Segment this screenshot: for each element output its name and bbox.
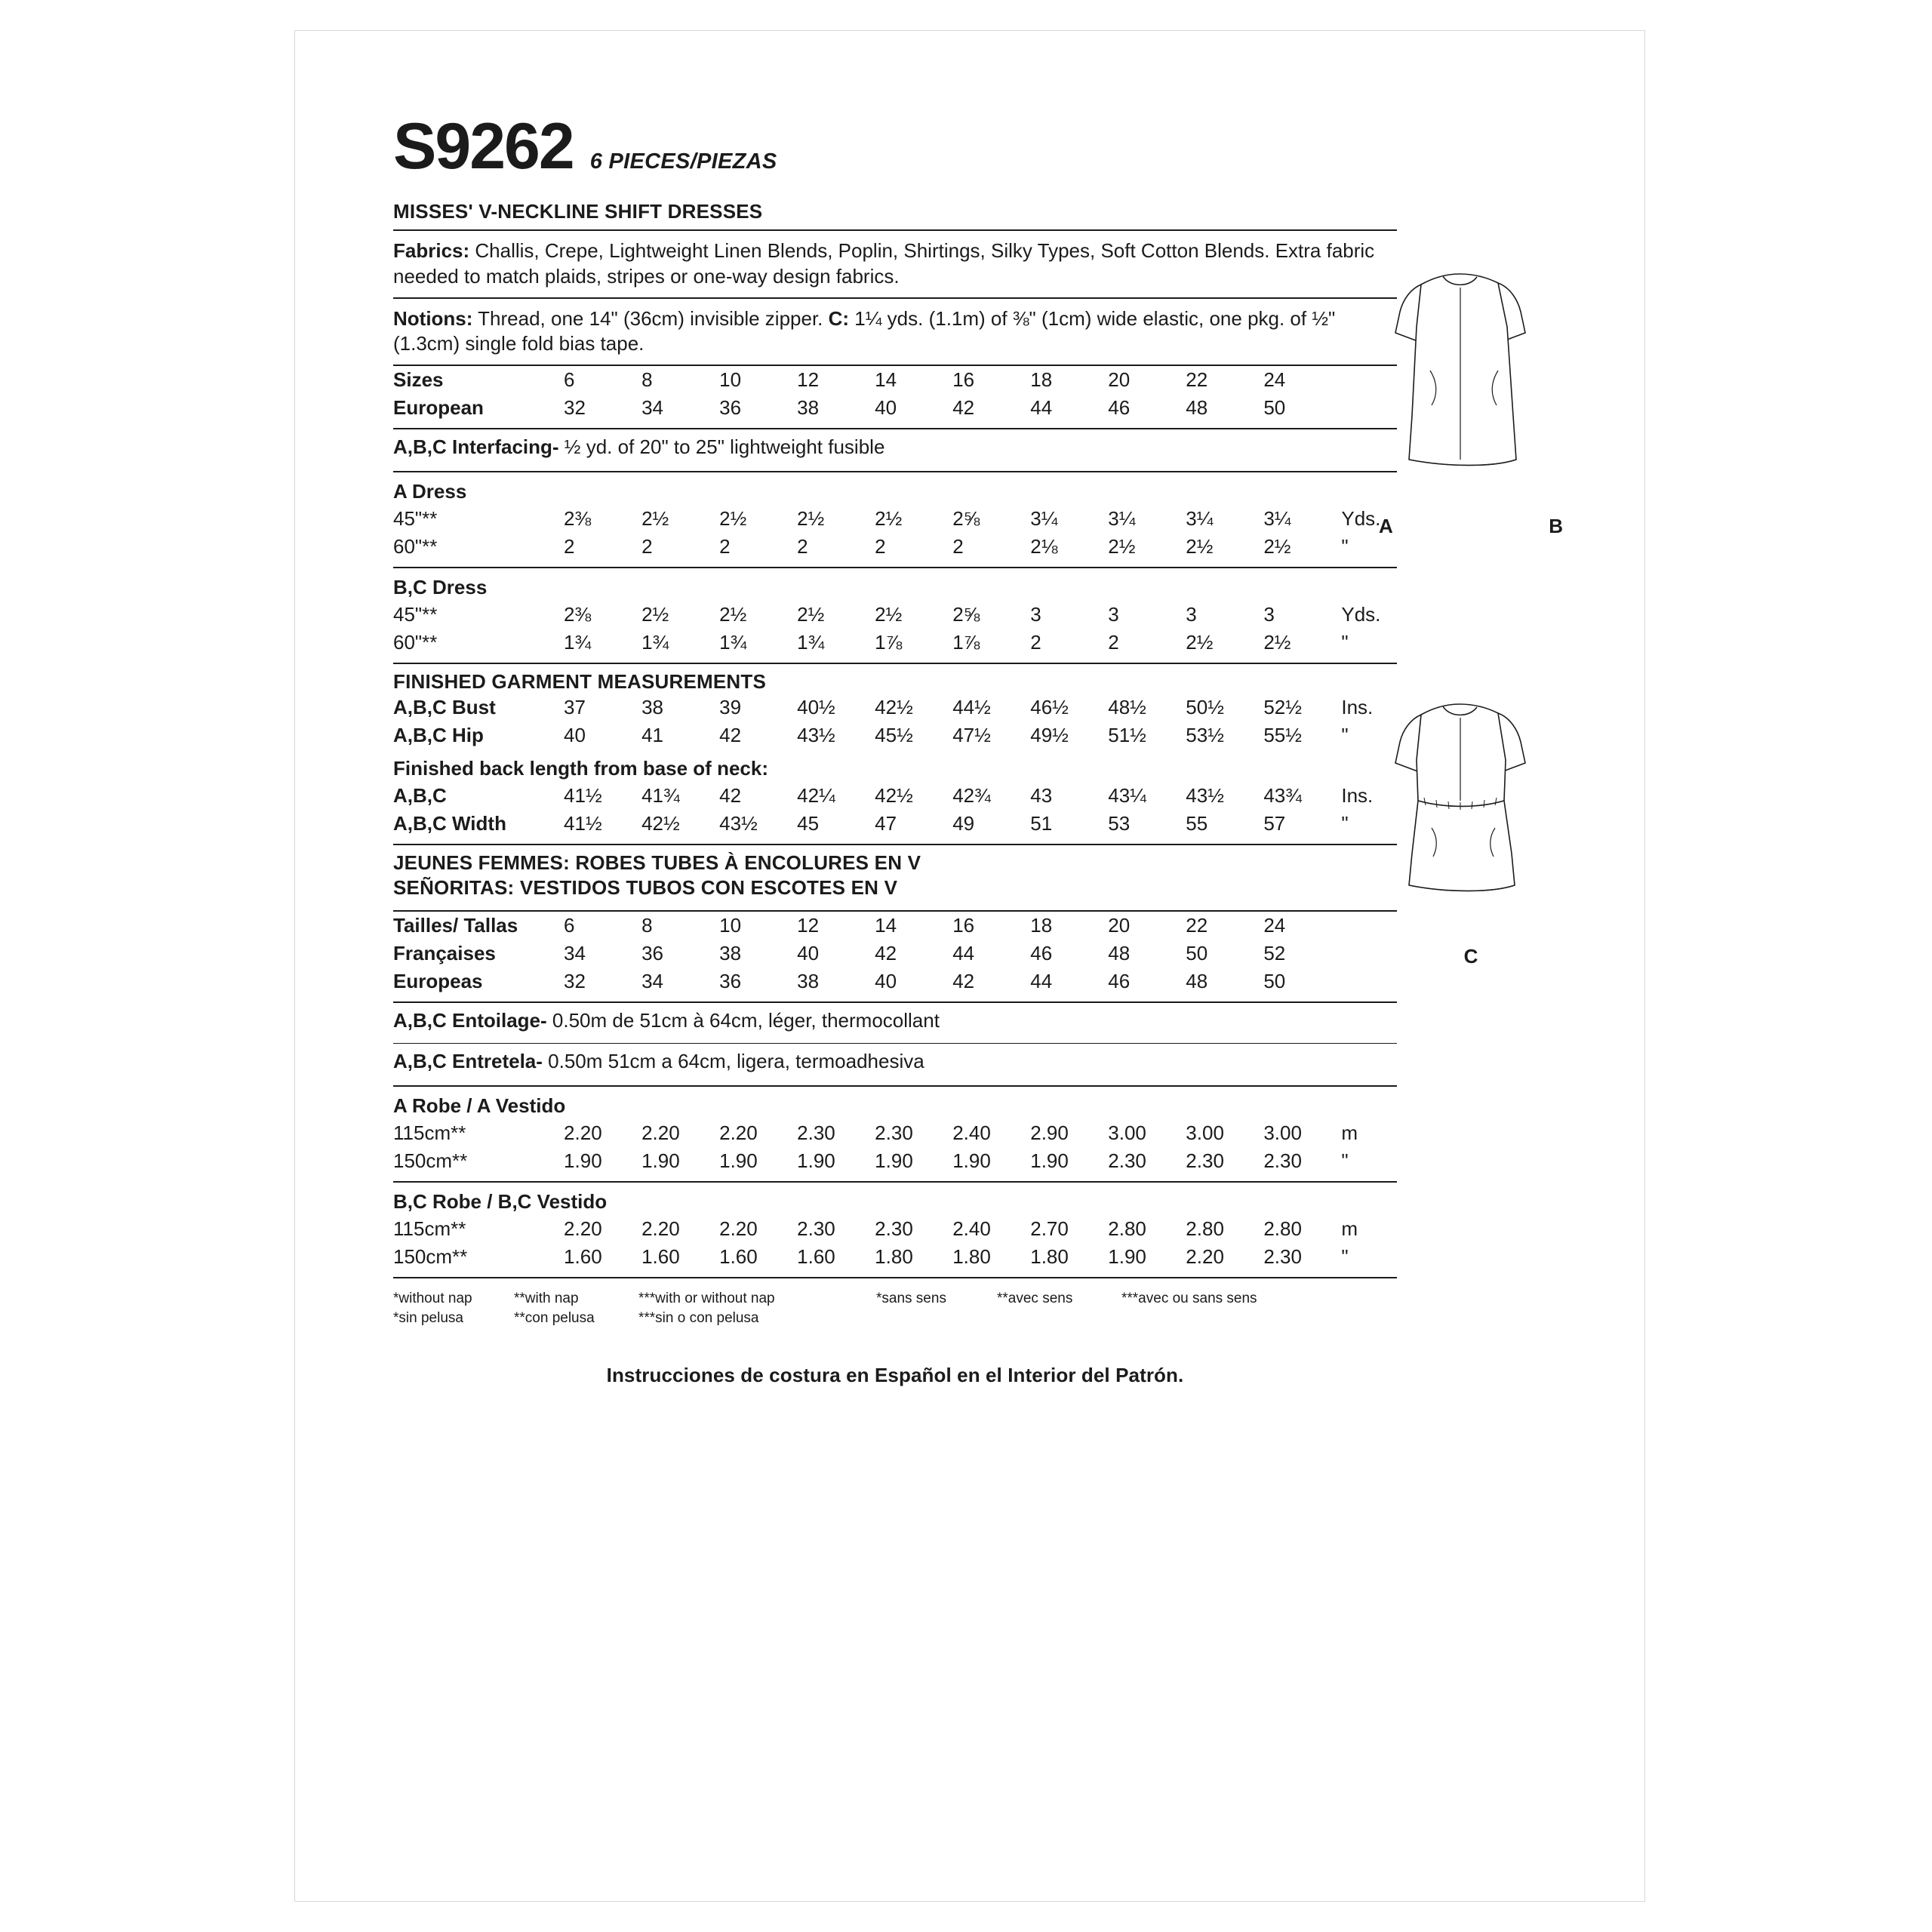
illustration-view-c: [1365, 688, 1577, 968]
row-label: 115cm**: [393, 1121, 466, 1145]
fabrics-label: Fabrics:: [393, 239, 470, 262]
size-cell: 34: [564, 942, 586, 965]
measure-cell: 44½: [952, 696, 991, 719]
metric-cell: 2.20: [719, 1121, 758, 1145]
measure-cell: 51: [1030, 812, 1053, 835]
measure-cell: 43½: [1186, 784, 1224, 808]
metric-cell: 2.70: [1030, 1217, 1069, 1241]
size-cell: 36: [719, 396, 742, 420]
size-cell: 16: [952, 368, 975, 392]
row-label: 60"**: [393, 535, 438, 558]
notions-text-1: Thread, one 14" (36cm) invisible zipper.: [472, 306, 829, 330]
interfacing-label: A,B,C Interfacing-: [393, 435, 559, 459]
footnote: *sans sens: [876, 1291, 946, 1307]
yardage-cell: 2⅜: [564, 507, 592, 531]
row-label: 150cm**: [393, 1149, 468, 1173]
a-robe-table: [393, 1119, 1397, 1175]
measure-cell: 53½: [1186, 724, 1224, 747]
european-label: European: [393, 396, 484, 420]
metric-cell: 2.40: [952, 1217, 991, 1241]
measure-cell: 42: [719, 724, 742, 747]
entretela-label: A,B,C Entretela-: [393, 1050, 543, 1073]
sizes-table: [393, 366, 1397, 422]
unit-cell: Yds.: [1341, 507, 1381, 531]
dress-line-drawing-c: [1365, 688, 1577, 937]
notions-label: Notions:: [393, 306, 473, 330]
yardage-cell: 1¾: [641, 631, 669, 654]
size-cell: 42: [875, 942, 897, 965]
interfacing-line: [393, 429, 1397, 465]
yardage-cell: 2½: [797, 507, 825, 531]
footnote: ***avec ou sans sens: [1121, 1291, 1257, 1307]
metric-cell: 1.90: [1030, 1149, 1069, 1173]
divider: [393, 229, 1397, 231]
yardage-cell: 2½: [1108, 535, 1136, 558]
measure-cell: 47: [875, 812, 897, 835]
measure-cell: 57: [1263, 812, 1286, 835]
footnote: **avec sens: [997, 1291, 1073, 1307]
footnotes: [393, 1289, 1397, 1327]
fabrics-text: Challis, Crepe, Lightweight Linen Blends, Poplin, Shirtings, Silky Types, Soft Cotton Blends. Extra fabric needed to match plaids, stripes or one-way design fabrics.: [393, 239, 1375, 288]
pattern-envelope-back: [294, 30, 1645, 1902]
fabrics-paragraph: [393, 238, 1397, 290]
size-cell: 6: [564, 368, 575, 392]
yardage-cell: 2: [875, 535, 886, 558]
yardage-cell: 2½: [875, 507, 903, 531]
measure-cell: 42½: [875, 784, 913, 808]
metric-cell: 1.90: [641, 1149, 680, 1173]
entretela-line: [393, 1044, 1397, 1079]
yardage-cell: 2½: [641, 507, 669, 531]
metric-cell: 3.00: [1263, 1121, 1302, 1145]
measure-cell: 41½: [564, 812, 602, 835]
size-cell: 32: [564, 970, 586, 993]
unit-cell: m: [1341, 1217, 1358, 1241]
view-label-b: B: [1549, 515, 1563, 537]
interfacing-text: ½ yd. of 20" to 25" lightweight fusible: [558, 435, 885, 459]
size-cell: 44: [1030, 970, 1053, 993]
size-cell: 20: [1108, 368, 1131, 392]
metric-cell: 2.30: [1186, 1149, 1224, 1173]
table-row: [393, 1119, 1397, 1147]
footnote: **con pelusa: [514, 1309, 595, 1326]
table-row: [393, 601, 1397, 629]
size-cell: 18: [1030, 914, 1053, 937]
measure-cell: 48½: [1108, 696, 1146, 719]
size-cell: 50: [1186, 942, 1208, 965]
size-cell: 14: [875, 914, 897, 937]
measure-cell: 49½: [1030, 724, 1069, 747]
size-cell: 34: [641, 970, 663, 993]
yardage-cell: 2½: [1186, 535, 1214, 558]
page-title: MISSES' V-NECKLINE SHIFT DRESSES: [393, 200, 763, 223]
table-row: [393, 1215, 1397, 1243]
metric-cell: 1.60: [797, 1245, 835, 1269]
unit-cell: Ins.: [1341, 784, 1374, 808]
row-label: Françaises: [393, 942, 496, 965]
yardage-cell: 2½: [1263, 535, 1291, 558]
metric-cell: 2.30: [1263, 1245, 1302, 1269]
row-label: A,B,C Hip: [393, 724, 484, 747]
notions-text-2: 1¼ yds. (1.1m) of ⅜" (1cm) wide elastic, one pkg. of ½" (1.3cm) single fold bias tape.: [393, 306, 1336, 355]
table-row: [393, 940, 1397, 968]
yardage-cell: 2½: [1263, 631, 1291, 654]
metric-cell: 1.60: [641, 1245, 680, 1269]
yardage-cell: 2½: [719, 507, 747, 531]
measure-cell: 55½: [1263, 724, 1302, 747]
yardage-cell: 3¼: [1186, 507, 1214, 531]
measure-cell: 43¼: [1108, 784, 1146, 808]
unit-cell: Ins.: [1341, 696, 1374, 719]
table-row: [393, 782, 1397, 810]
a-dress-heading: A Dress: [393, 480, 467, 503]
a-robe-heading: A Robe / A Vestido: [393, 1094, 566, 1118]
measure-cell: 46½: [1030, 696, 1069, 719]
divider: [393, 567, 1397, 568]
metric-cell: 1.60: [719, 1245, 758, 1269]
entoilage-text: 0.50m de 51cm à 64cm, léger, thermocollant: [546, 1009, 940, 1032]
back-length-label: Finished back length from base of neck:: [393, 757, 768, 780]
table-row: [393, 629, 1397, 657]
yardage-cell: 2⅝: [952, 603, 980, 626]
metric-cell: 2.80: [1263, 1217, 1302, 1241]
table-row: [393, 394, 1397, 422]
yardage-cell: 2: [797, 535, 808, 558]
yardage-cell: 2: [952, 535, 964, 558]
metric-cell: 2.20: [641, 1121, 680, 1145]
size-cell: 36: [641, 942, 663, 965]
measure-cell: 42¾: [952, 784, 991, 808]
yardage-cell: 1¾: [719, 631, 747, 654]
metric-cell: 2.80: [1108, 1217, 1146, 1241]
footnote: *without nap: [393, 1291, 472, 1307]
size-cell: 46: [1108, 396, 1131, 420]
size-cell: 8: [641, 914, 653, 937]
yardage-cell: 3: [1263, 603, 1275, 626]
row-label: 45"**: [393, 507, 438, 531]
pattern-content: [393, 110, 1397, 1387]
yardage-cell: 2½: [641, 603, 669, 626]
unit-cell: Yds.: [1341, 603, 1381, 626]
yardage-cell: 2½: [797, 603, 825, 626]
measure-cell: 42: [719, 784, 742, 808]
measure-cell: 41: [641, 724, 663, 747]
row-label: A,B,C: [393, 784, 447, 808]
size-cell: 38: [719, 942, 742, 965]
measure-cell: 41¾: [641, 784, 680, 808]
metric-cell: 2.80: [1186, 1217, 1224, 1241]
metric-cell: 1.90: [564, 1149, 602, 1173]
metric-cell: 2.40: [952, 1121, 991, 1145]
table-row: [393, 694, 1397, 721]
measure-cell: 42½: [875, 696, 913, 719]
yardage-cell: 2: [641, 535, 653, 558]
table-row: [393, 968, 1397, 995]
view-label-a: A: [1379, 515, 1393, 537]
yardage-cell: 1¾: [797, 631, 825, 654]
measure-cell: 50½: [1186, 696, 1224, 719]
measure-cell: 45: [797, 812, 820, 835]
table-row: [393, 810, 1397, 838]
finished-heading: FINISHED GARMENT MEASUREMENTS: [393, 670, 767, 694]
measure-cell: 43½: [719, 812, 758, 835]
measure-cell: 52½: [1263, 696, 1302, 719]
metric-cell: 1.90: [875, 1149, 913, 1173]
yardage-cell: 2½: [719, 603, 747, 626]
view-labels-ab: [1365, 515, 1577, 538]
unit-cell: ": [1341, 724, 1349, 747]
yardage-cell: 2: [719, 535, 731, 558]
measure-cell: 51½: [1108, 724, 1146, 747]
divider: [393, 297, 1397, 299]
piece-count: 6 PIECES/PIEZAS: [589, 149, 777, 174]
yardage-cell: 3¼: [1030, 507, 1058, 531]
size-cell: 22: [1186, 368, 1208, 392]
footnotes-french: [876, 1289, 1359, 1327]
header: [393, 110, 1397, 183]
size-cell: 22: [1186, 914, 1208, 937]
measure-cell: 40: [564, 724, 586, 747]
size-cell: 48: [1186, 396, 1208, 420]
yardage-cell: 2½: [875, 603, 903, 626]
size-cell: 44: [1030, 396, 1053, 420]
size-cell: 52: [1263, 942, 1286, 965]
spanish-instructions-note: Instrucciones de costura en Español en el Interior del Patrón.: [606, 1364, 1184, 1387]
measure-cell: 55: [1186, 812, 1208, 835]
metric-cell: 2.20: [641, 1217, 680, 1241]
divider: [393, 1085, 1397, 1087]
measure-cell: 45½: [875, 724, 913, 747]
measure-cell: 43½: [797, 724, 835, 747]
bc-robe-table: [393, 1215, 1397, 1271]
bc-robe-heading: B,C Robe / B,C Vestido: [393, 1190, 608, 1214]
metric-cell: 1.80: [1030, 1245, 1069, 1269]
metric-cell: 2.30: [797, 1121, 835, 1145]
footnotes-english: [393, 1289, 876, 1327]
unit-cell: ": [1341, 812, 1349, 835]
unit-cell: ": [1341, 535, 1349, 558]
notions-label-c: C:: [828, 306, 850, 330]
measure-cell: 40½: [797, 696, 835, 719]
footnote: ***with or without nap: [638, 1291, 775, 1307]
size-cell: 34: [641, 396, 663, 420]
measure-cell: 38: [641, 696, 663, 719]
size-cell: 14: [875, 368, 897, 392]
sizes-label: Sizes: [393, 368, 444, 392]
row-label: A,B,C Width: [393, 812, 506, 835]
size-cell: 6: [564, 914, 575, 937]
footnote: **with nap: [514, 1291, 579, 1307]
measure-cell: 53: [1108, 812, 1131, 835]
yardage-cell: 3: [1030, 603, 1041, 626]
size-cell: 24: [1263, 368, 1286, 392]
metric-cell: 2.30: [875, 1121, 913, 1145]
unit-cell: m: [1341, 1121, 1358, 1145]
table-row: [393, 1243, 1397, 1271]
size-cell: 20: [1108, 914, 1131, 937]
row-label: Europeas: [393, 970, 483, 993]
metric-cell: 1.90: [797, 1149, 835, 1173]
bc-dress-table: [393, 601, 1397, 657]
metric-cell: 2.20: [564, 1217, 602, 1241]
metric-cell: 2.20: [719, 1217, 758, 1241]
yardage-cell: 3¼: [1108, 507, 1136, 531]
yardage-cell: 1⅞: [952, 631, 980, 654]
yardage-cell: 1¾: [564, 631, 592, 654]
entoilage-line: [393, 1003, 1397, 1038]
table-row: [393, 533, 1397, 561]
measure-cell: 41½: [564, 784, 602, 808]
size-cell: 24: [1263, 914, 1286, 937]
divider: [393, 1181, 1397, 1183]
measure-cell: 42¼: [797, 784, 835, 808]
footnote: ***sin o con pelusa: [638, 1309, 759, 1326]
metric-cell: 2.90: [1030, 1121, 1069, 1145]
row-label: 60"**: [393, 631, 438, 654]
bc-dress-heading: B,C Dress: [393, 576, 488, 599]
metric-cell: 1.90: [952, 1149, 991, 1173]
yardage-cell: 2⅜: [564, 603, 592, 626]
measure-cell: 47½: [952, 724, 991, 747]
a-dress-table: [393, 505, 1397, 561]
yardage-cell: 2: [1030, 631, 1041, 654]
divider: [393, 471, 1397, 472]
metric-cell: 3.00: [1108, 1121, 1146, 1145]
size-cell: 44: [952, 942, 975, 965]
illustration-view-ab: [1365, 257, 1577, 538]
size-cell: 12: [797, 368, 820, 392]
size-cell: 8: [641, 368, 653, 392]
divider: [393, 1277, 1397, 1278]
table-row: [393, 912, 1397, 940]
unit-cell: ": [1341, 631, 1349, 654]
table-row: [393, 366, 1397, 394]
measure-cell: 43: [1030, 784, 1053, 808]
metric-cell: 2.20: [1186, 1245, 1224, 1269]
size-cell: 48: [1186, 970, 1208, 993]
size-cell: 46: [1108, 970, 1131, 993]
size-cell: 38: [797, 396, 820, 420]
metric-cell: 2.30: [797, 1217, 835, 1241]
row-label: A,B,C Bust: [393, 696, 496, 719]
size-cell: 16: [952, 914, 975, 937]
view-label-c: C: [1463, 945, 1478, 968]
metric-cell: 2.20: [564, 1121, 602, 1145]
size-cell: 38: [797, 970, 820, 993]
entretela-text: 0.50m 51cm a 64cm, ligera, termoadhesiva: [542, 1050, 924, 1073]
yardage-cell: 2½: [1186, 631, 1214, 654]
row-label: Tailles/ Tallas: [393, 914, 518, 937]
intl-sizes-table: [393, 912, 1397, 995]
metric-cell: 2.30: [1108, 1149, 1146, 1173]
size-cell: 40: [797, 942, 820, 965]
metric-cell: 1.80: [875, 1245, 913, 1269]
footnote: *sin pelusa: [393, 1309, 463, 1326]
table-row: [393, 721, 1397, 749]
yardage-cell: 2⅛: [1030, 535, 1058, 558]
size-cell: 12: [797, 914, 820, 937]
measure-cell: 37: [564, 696, 586, 719]
yardage-cell: 2: [1108, 631, 1119, 654]
size-cell: 48: [1108, 942, 1131, 965]
row-label: 150cm**: [393, 1245, 468, 1269]
measure-cell: 39: [719, 696, 742, 719]
size-cell: 42: [952, 970, 975, 993]
size-cell: 40: [875, 396, 897, 420]
spanish-title: SEÑORITAS: VESTIDOS TUBOS CON ESCOTES EN V: [393, 876, 898, 900]
yardage-cell: 1⅞: [875, 631, 903, 654]
measure-cell: 42½: [641, 812, 680, 835]
pattern-number: S9262: [393, 110, 574, 183]
table-row: [393, 1147, 1397, 1175]
metric-cell: 3.00: [1186, 1121, 1224, 1145]
table-row: [393, 505, 1397, 533]
unit-cell: ": [1341, 1149, 1349, 1173]
metric-cell: 2.30: [1263, 1149, 1302, 1173]
yardage-cell: 2⅝: [952, 507, 980, 531]
unit-cell: [1341, 968, 1397, 995]
metric-cell: 1.90: [719, 1149, 758, 1173]
french-title: JEUNES FEMMES: ROBES TUBES À ENCOLURES EN V: [393, 851, 921, 875]
size-cell: 50: [1263, 970, 1286, 993]
metric-cell: 1.60: [564, 1245, 602, 1269]
yardage-cell: 3¼: [1263, 507, 1291, 531]
size-cell: 50: [1263, 396, 1286, 420]
measure-cell: 49: [952, 812, 975, 835]
finished-table: [393, 694, 1397, 749]
size-cell: 36: [719, 970, 742, 993]
yardage-cell: 3: [1108, 603, 1119, 626]
metric-cell: 1.80: [952, 1245, 991, 1269]
size-cell: 10: [719, 914, 742, 937]
unit-cell: ": [1341, 1245, 1349, 1269]
size-cell: 40: [875, 970, 897, 993]
yardage-cell: 2: [564, 535, 575, 558]
yardage-cell: 3: [1186, 603, 1197, 626]
size-cell: 18: [1030, 368, 1053, 392]
size-cell: 32: [564, 396, 586, 420]
row-label: 45"**: [393, 603, 438, 626]
size-cell: 46: [1030, 942, 1053, 965]
size-cell: 42: [952, 396, 975, 420]
metric-cell: 2.30: [875, 1217, 913, 1241]
metric-cell: 1.90: [1108, 1245, 1146, 1269]
measure-cell: 43¾: [1263, 784, 1302, 808]
row-label: 115cm**: [393, 1217, 466, 1241]
size-cell: 10: [719, 368, 742, 392]
back-length-table: [393, 782, 1397, 838]
entoilage-label: A,B,C Entoilage-: [393, 1009, 547, 1032]
dress-line-drawing-ab: [1365, 257, 1577, 506]
notions-paragraph: [393, 306, 1397, 358]
